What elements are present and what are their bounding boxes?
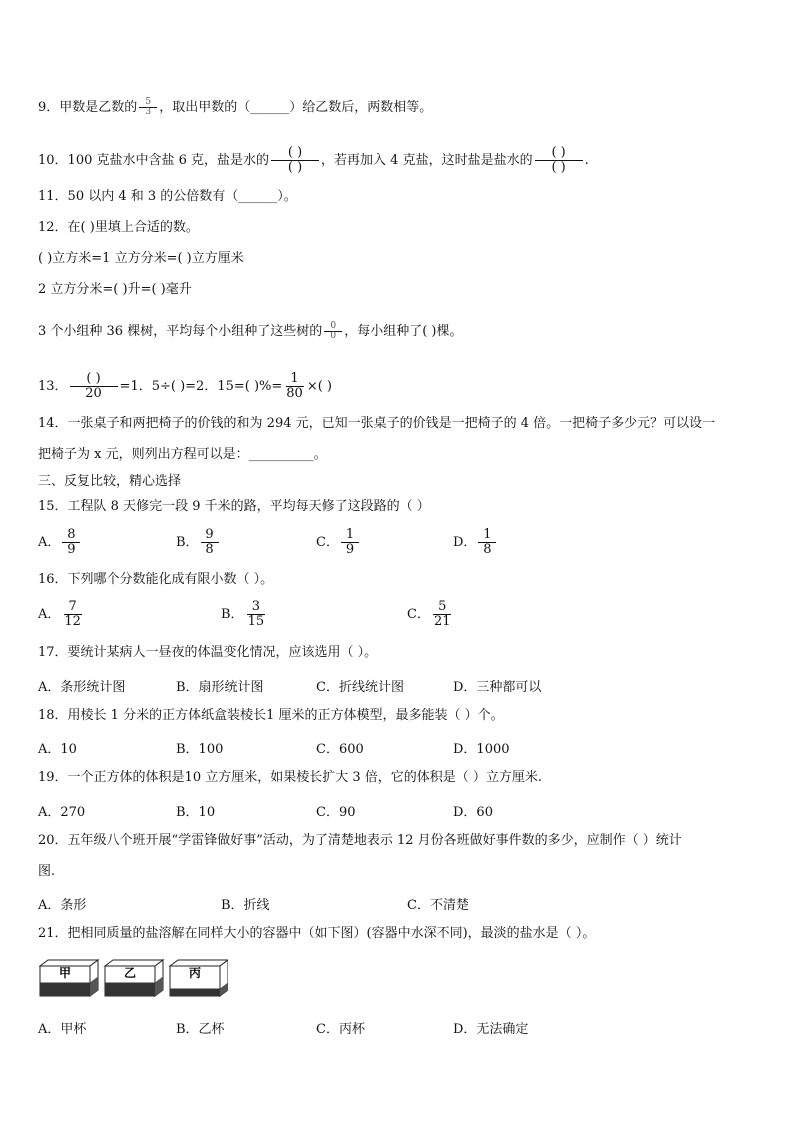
container-water	[170, 989, 220, 997]
question-12b	[38, 322, 463, 341]
q13-text-b: ×( )	[306, 379, 332, 394]
container-water	[105, 983, 155, 997]
question-20-line-1: 20．五年级八个班开展“学雷锋做好事”活动，为了清楚地表示 12 月份各班做好事件数的多少，应制作（ ）统计	[38, 833, 682, 848]
q15-option-c[interactable]: C． $\frac{1}{9}$	[316, 528, 361, 557]
container-1	[40, 960, 98, 996]
q9-fraction: $\frac{5}{3}$	[139, 98, 157, 117]
q13-fraction-2: $\frac{1}{80}$	[286, 371, 303, 401]
container-label: 乙	[123, 966, 137, 980]
q19-option-d[interactable]: D．60	[453, 805, 493, 820]
q21-option-b[interactable]: B．乙杯	[176, 1022, 225, 1037]
question-17: 17．要统计某病人一昼夜的体温变化情况，应该选用（ ）。	[38, 645, 378, 660]
q9-text-a: 9．甲数是乙数的	[38, 100, 138, 115]
q10-fraction-2: $\frac{( )}{( )}$	[535, 146, 583, 175]
q17-option-a[interactable]: A．条形统计图	[38, 680, 126, 695]
q10-text-c: .	[584, 153, 589, 168]
q20-option-a[interactable]: A．条形	[38, 898, 87, 913]
container-label: 甲	[58, 966, 72, 980]
q13-fraction-1: $\frac{( )}{20}$	[70, 372, 118, 401]
container-2	[105, 960, 163, 996]
question-14-line-1: 14．一张桌子和两把椅子的价钱的和为 294 元，已知一张桌子的价钱是一把椅子的 4 倍。一把椅子多少元？可以设一	[38, 416, 716, 431]
q16-option-b[interactable]: B． $\frac{3}{15}$	[221, 599, 265, 629]
question-20-line-2: 图.	[38, 864, 56, 879]
q10-text-a: 10．100 克盐水中含盐 6 克，盐是水的	[38, 153, 270, 168]
q15-option-d[interactable]: D． $\frac{1}{8}$	[453, 528, 498, 557]
q12b-text-a: 3 个小组种 36 棵树，平均每个小组种了这些树的	[38, 324, 323, 339]
q18-option-b[interactable]: B．100	[176, 742, 224, 757]
q16-option-c[interactable]: C． $\frac{5}{21}$	[407, 599, 451, 629]
question-10	[38, 146, 589, 175]
question-19: 19．一个正方体的体积是10 立方厘米，如果棱长扩大 3 倍，它的体积是（ ）立方厘米.	[38, 770, 543, 785]
question-13	[38, 372, 332, 401]
question-12: 12．在( )里填上合适的数。	[38, 220, 199, 235]
q13-text-a: =1．5÷( )=2．15=( )%=	[119, 379, 283, 394]
q19-option-c[interactable]: C．90	[316, 805, 356, 820]
q10-fraction-1: $\frac{( )}{( )}$	[271, 146, 319, 175]
question-12-line-1: ( )立方米=1 立方分米=( )立方厘米	[38, 251, 244, 266]
q21-option-d[interactable]: D．无法确定	[453, 1022, 529, 1037]
q16-option-a[interactable]: A． $\frac{7}{12}$	[38, 599, 81, 629]
question-9	[38, 98, 432, 117]
q19-option-b[interactable]: B．10	[176, 805, 216, 820]
q10-text-b: ，若再加入 4 克盐，这时盐是盐水的	[321, 153, 533, 168]
question-18: 18．用棱长 1 分米的正方体纸盒装棱长1 厘米的正方体模型，最多能装（ ）个。	[38, 708, 504, 723]
q21-option-a[interactable]: A．甲杯	[38, 1022, 87, 1037]
q21-containers-figure	[38, 958, 228, 1004]
container-3	[170, 960, 228, 996]
q17-option-c[interactable]: C．折线统计图	[316, 680, 404, 695]
q21-option-c[interactable]: C．丙杯	[316, 1022, 365, 1037]
q18-option-c[interactable]: C．600	[316, 742, 364, 757]
q20-option-c[interactable]: C．不清楚	[407, 898, 469, 913]
q18-option-d[interactable]: D．1000	[453, 742, 510, 757]
q19-option-a[interactable]: A．270	[38, 805, 86, 820]
q18-option-a[interactable]: A．10	[38, 742, 77, 757]
q20-option-b[interactable]: B．折线	[221, 898, 270, 913]
question-14-line-2: 把椅子为 x 元，则列出方程可以是：__________。	[38, 447, 327, 462]
q17-option-b[interactable]: B．扇形统计图	[176, 680, 264, 695]
section-3-title: 三、反复比较，精心选择	[38, 474, 182, 489]
question-12-line-2: 2 立方分米=( )升=( )毫升	[38, 282, 192, 297]
question-21: 21．把相同质量的盐溶解在同样大小的容器中（如下图）(容器中水深不同)，最淡的盐水是（ ）。	[38, 926, 596, 941]
q17-option-d[interactable]: D．三种都可以	[453, 680, 542, 695]
container-water	[40, 983, 90, 997]
q12b-text-b: ，每小组种了( )棵。	[344, 324, 463, 339]
q13-label: 13．	[38, 379, 68, 394]
question-11: 11．50 以内 4 和 3 的公倍数有（______）。	[38, 189, 297, 204]
container-label: 丙	[188, 966, 202, 980]
question-15: 15．工程队 8 天修完一段 9 千米的路，平均每天修了这段路的（ ）	[38, 499, 430, 514]
q9-text-b: ，取出甲数的（______）给乙数后，两数相等。	[159, 100, 433, 115]
question-16: 16．下列哪个分数能化成有限小数（ ）。	[38, 572, 274, 587]
q15-option-b[interactable]: B． $\frac{9}{8}$	[176, 528, 221, 557]
q15-option-a[interactable]: A． $\frac{8}{9}$	[38, 528, 82, 557]
q12b-fraction: $\frac{0}{0}$	[324, 322, 342, 341]
